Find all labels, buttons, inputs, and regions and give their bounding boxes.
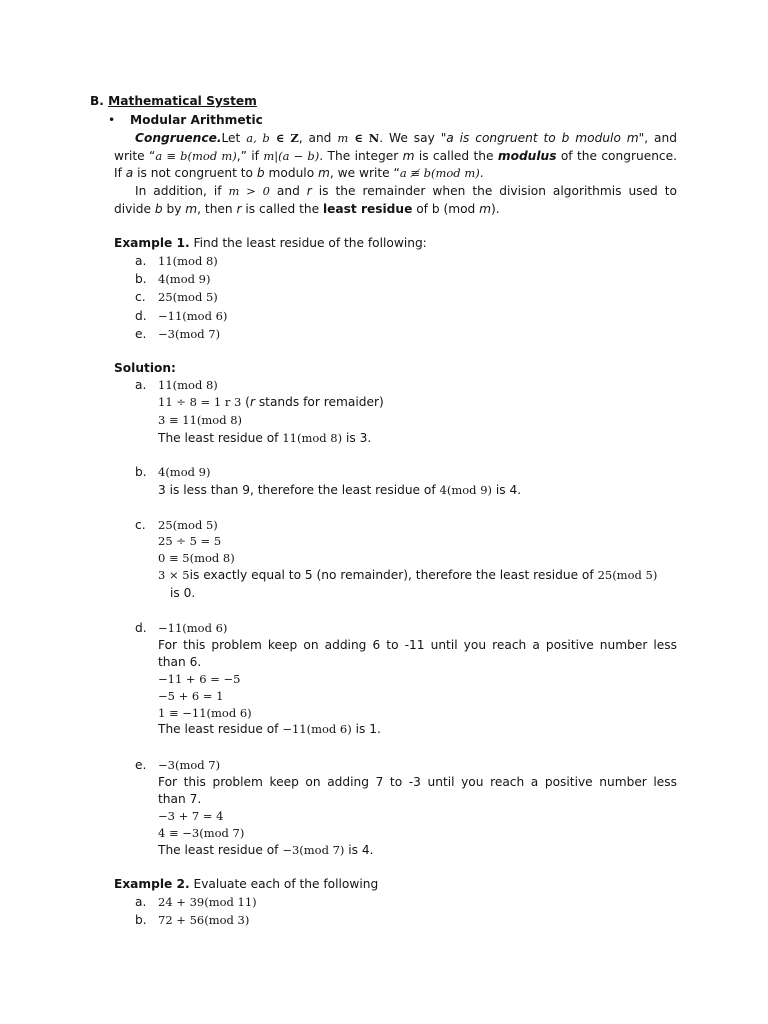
solution-e-line-2: than 7. [158, 792, 202, 806]
least-residue-term: least residue [322, 202, 413, 216]
solution-d-line-5: 1 ≡ −11(mod 6) [158, 706, 252, 720]
example-1-heading: Example 1. Find the least residue of the following: [114, 236, 427, 250]
list-item: −3(mod 7) [158, 327, 221, 341]
solution-heading: Solution: [114, 361, 176, 375]
section-heading [90, 93, 257, 109]
list-item: 72 + 56(mod 3) [158, 913, 250, 927]
solution-e-line-4: 4 ≡ −3(mod 7) [158, 826, 245, 840]
para-line-5: divide b by m, then r is called the least residue of b (mod m). [114, 202, 500, 216]
list-item: 11(mod 8) [158, 254, 218, 268]
section-title: Mathematical System [108, 94, 257, 108]
solution-e-line-1: For this problem keep on adding 7 to -3 until you reach a positive number less [158, 775, 677, 789]
solution-a-expr: 11(mod 8) [158, 378, 218, 392]
solution-b-line-1: 3 is less than 9, therefore the least residue of 4(mod 9) is 4. [158, 483, 522, 497]
solution-a-line-3: The least residue of 11(mod 8) is 3. [158, 431, 372, 445]
solution-b-letter: b. [135, 465, 147, 479]
section-label: B. [90, 94, 104, 108]
solution-b-expr: 4(mod 9) [158, 465, 211, 479]
solution-c-expr: 25(mod 5) [158, 518, 218, 532]
solution-c-line-1: 25 ÷ 5 = 5 [158, 534, 222, 548]
solution-c-line-4: is 0. [170, 586, 196, 600]
list-item-letter: c. [135, 290, 146, 304]
list-item-letter: e. [135, 327, 147, 341]
para-line-2: write “a ≡ b(mod m),” if m|(a − b). The integer m is called the modulus of the congruence. [114, 149, 677, 163]
list-item: 4(mod 9) [158, 272, 211, 286]
para-line-1: Congruence.Let a, b ∈ Z, and m ∈ N. We say "a is congruent to b modulo m", and [135, 131, 677, 145]
solution-d-line-3: −11 + 6 = −5 [158, 672, 241, 686]
para-line-3: If a is not congruent to b modulo m, we write “a ≢ b(mod m). [114, 166, 484, 180]
solution-e-line-5: The least residue of −3(mod 7) is 4. [158, 843, 374, 857]
solution-e-expr: −3(mod 7) [158, 758, 221, 772]
solution-d-line-1: For this problem keep on adding 6 to -11 until you reach a positive number less [158, 638, 677, 652]
solution-a-letter: a. [135, 378, 147, 392]
list-item: 24 + 39(mod 11) [158, 895, 257, 909]
modulus-term: modulus [497, 149, 557, 163]
solution-d-letter: d. [135, 621, 147, 635]
solution-e-line-3: −3 + 7 = 4 [158, 809, 224, 823]
list-item-letter: b. [135, 272, 147, 286]
solution-e-letter: e. [135, 758, 147, 772]
solution-d-line-2: than 6. [158, 655, 202, 669]
example-2-heading: Example 2. Evaluate each of the following [114, 877, 379, 891]
list-item-letter: b. [135, 913, 147, 927]
para-line-4: In addition, if m > 0 and r is the remainder when the division algorithmis used to [135, 184, 677, 198]
list-item-letter: d. [135, 309, 147, 323]
solution-c-letter: c. [135, 518, 146, 532]
topic-bullet: • [108, 113, 116, 127]
solution-c-line-3: 3 × 5is exactly equal to 5 (no remainder), therefore the least residue of 25(mod 5) [158, 568, 658, 582]
solution-c-line-2: 0 ≡ 5(mod 8) [158, 551, 235, 565]
congruence-term: Congruence. [135, 131, 222, 145]
solution-d-expr: −11(mod 6) [158, 621, 228, 635]
solution-d-line-4: −5 + 6 = 1 [158, 689, 224, 703]
solution-a-line-1: 11 ÷ 8 = 1 r 3 (r stands for remaider) [158, 395, 384, 409]
list-item-letter: a. [135, 254, 147, 268]
list-item-letter: a. [135, 895, 147, 909]
list-item: −11(mod 6) [158, 309, 228, 323]
list-item: 25(mod 5) [158, 290, 218, 304]
solution-d-line-6: The least residue of −11(mod 6) is 1. [158, 722, 381, 736]
solution-a-line-2: 3 ≡ 11(mod 8) [158, 413, 243, 427]
topic-title: Modular Arithmetic [130, 113, 263, 127]
